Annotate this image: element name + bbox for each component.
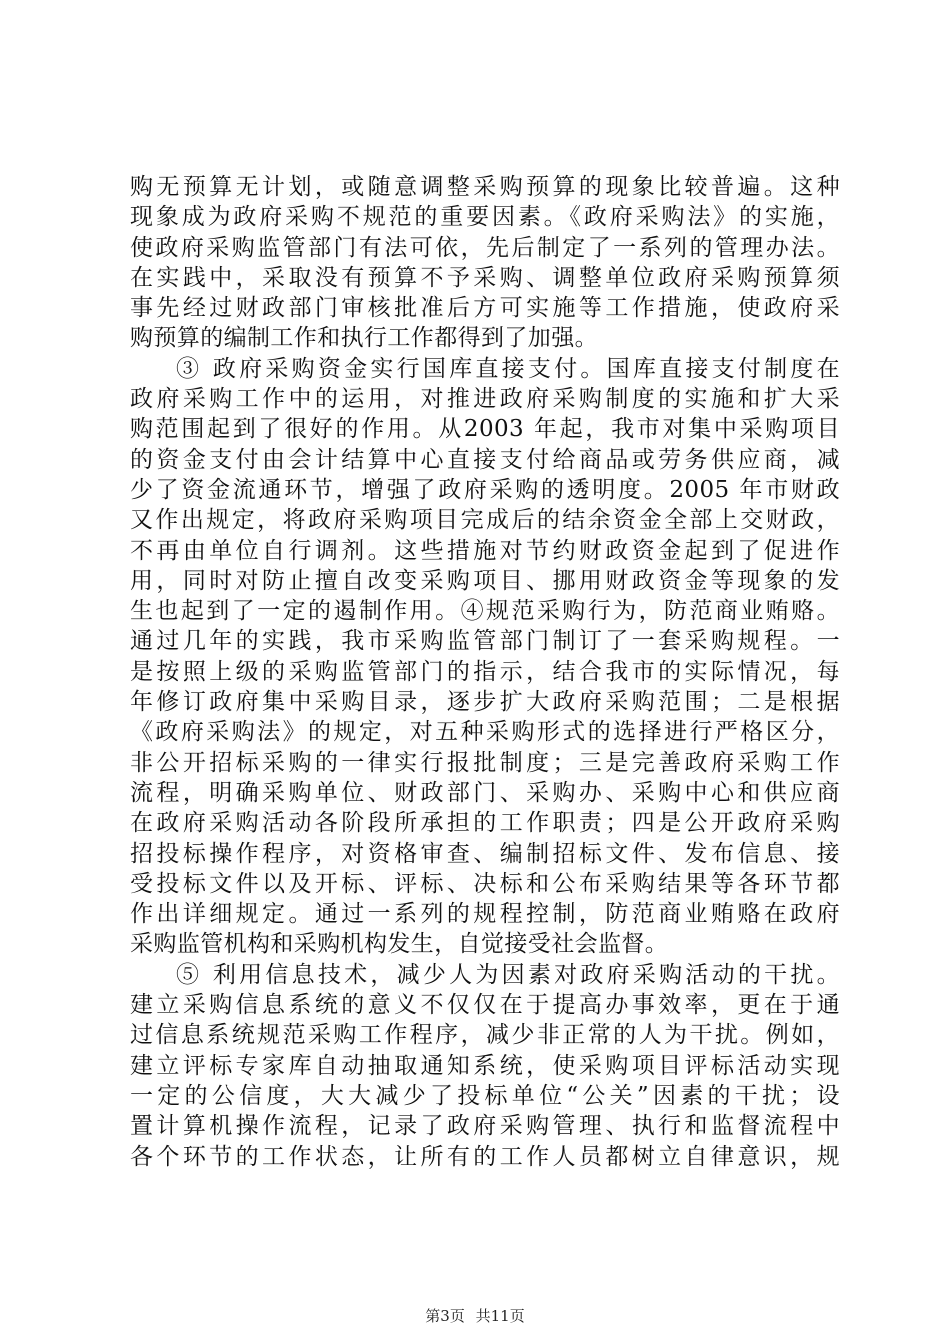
paragraph-start-line: ⑤ 利用信息技术，减少人为因素对政府采购活动的干扰。 <box>176 961 840 988</box>
document-body <box>130 172 840 1172</box>
text-line: 购范围起到了很好的作用。从2003 年起，我市对集中采购项目 <box>130 416 840 443</box>
text-line: 不再由单位自行调剂。这些措施对节约财政资金起到了促进作 <box>130 537 840 564</box>
text-line: 现象成为政府采购不规范的重要因素。《政府采购法》的实施， <box>130 204 840 231</box>
text-line: 在政府采购活动各阶段所承担的工作职责；四是公开政府采购 <box>130 810 840 837</box>
page-footer <box>0 1306 950 1326</box>
paragraph-start-line: ③ 政府采购资金实行国库直接支付。国库直接支付制度在 <box>176 355 840 382</box>
text-line: 用，同时对防止擅自改变采购项目、挪用财政资金等现象的发 <box>130 567 840 594</box>
text-line: 《政府采购法》的规定，对五种采购形式的选择进行严格区分， <box>130 719 840 746</box>
text-line: 购无预算无计划，或随意调整采购预算的现象比较普遍。这种 <box>130 174 840 200</box>
text-line: 使政府采购监管部门有法可依，先后制定了一系列的管理办法。 <box>130 234 840 261</box>
text-line: 又作出规定，将政府采购项目完成后的结余资金全部上交财政， <box>130 507 840 534</box>
text-line: 置计算机操作流程，记录了政府采购管理、执行和监督流程中 <box>130 1113 840 1140</box>
text-line: 生也起到了一定的遏制作用。④规范采购行为，防范商业贿赂。 <box>130 598 840 625</box>
text-line: 作出详细规定。通过一系列的规程控制，防范商业贿赂在政府 <box>130 901 840 928</box>
text-line: 政府采购工作中的运用，对推进政府采购制度的实施和扩大采 <box>130 386 840 413</box>
page-total: 共11页 <box>475 1307 525 1325</box>
text-line: 一定的公信度，大大减少了投标单位“公关”因素的干扰；设 <box>130 1082 840 1109</box>
text-line: 建立采购信息系统的意义不仅仅在于提高办事效率，更在于通 <box>130 992 840 1019</box>
text-line: 的资金支付由会计结算中心直接支付给商品或劳务供应商，减 <box>130 446 840 473</box>
text-line: 在实践中，采取没有预算不予采购、调整单位政府采购预算须 <box>130 264 840 291</box>
text-line: 是按照上级的采购监管部门的指示，结合我市的实际情况，每 <box>130 658 840 685</box>
text-line: 少了资金流通环节，增强了政府采购的透明度。2005 年市财政 <box>130 476 840 503</box>
text-line: 通过几年的实践，我市采购监管部门制订了一套采购规程。一 <box>130 628 840 655</box>
text-line: 建立评标专家库自动抽取通知系统，使采购项目评标活动实现 <box>130 1052 840 1079</box>
text-line: 过信息系统规范采购工作程序，减少非正常的人为干扰。例如， <box>130 1022 840 1049</box>
text-line: 事先经过财政部门审核批准后方可实施等工作措施，使政府采 <box>130 295 840 322</box>
text-line: 非公开招标采购的一律实行报批制度；三是完善政府采购工作 <box>130 749 840 776</box>
text-line: 流程，明确采购单位、财政部门、采购办、采购中心和供应商 <box>130 779 840 806</box>
text-line: 招投标操作程序，对资格审查、编制招标文件、发布信息、接 <box>130 840 840 867</box>
text-line: 年修订政府集中采购目录，逐步扩大政府采购范围；二是根据 <box>130 689 840 716</box>
page-number: 第3页 <box>425 1307 465 1325</box>
text-line: 各个环节的工作状态，让所有的工作人员都树立自律意识，规 <box>130 1143 840 1170</box>
text-line: 受投标文件以及开标、评标、决标和公布采购结果等各环节都 <box>130 870 840 897</box>
text-line: 采购监管机构和采购机构发生，自觉接受社会监督。 <box>130 931 669 958</box>
text-line: 购预算的编制工作和执行工作都得到了加强。 <box>130 325 598 352</box>
